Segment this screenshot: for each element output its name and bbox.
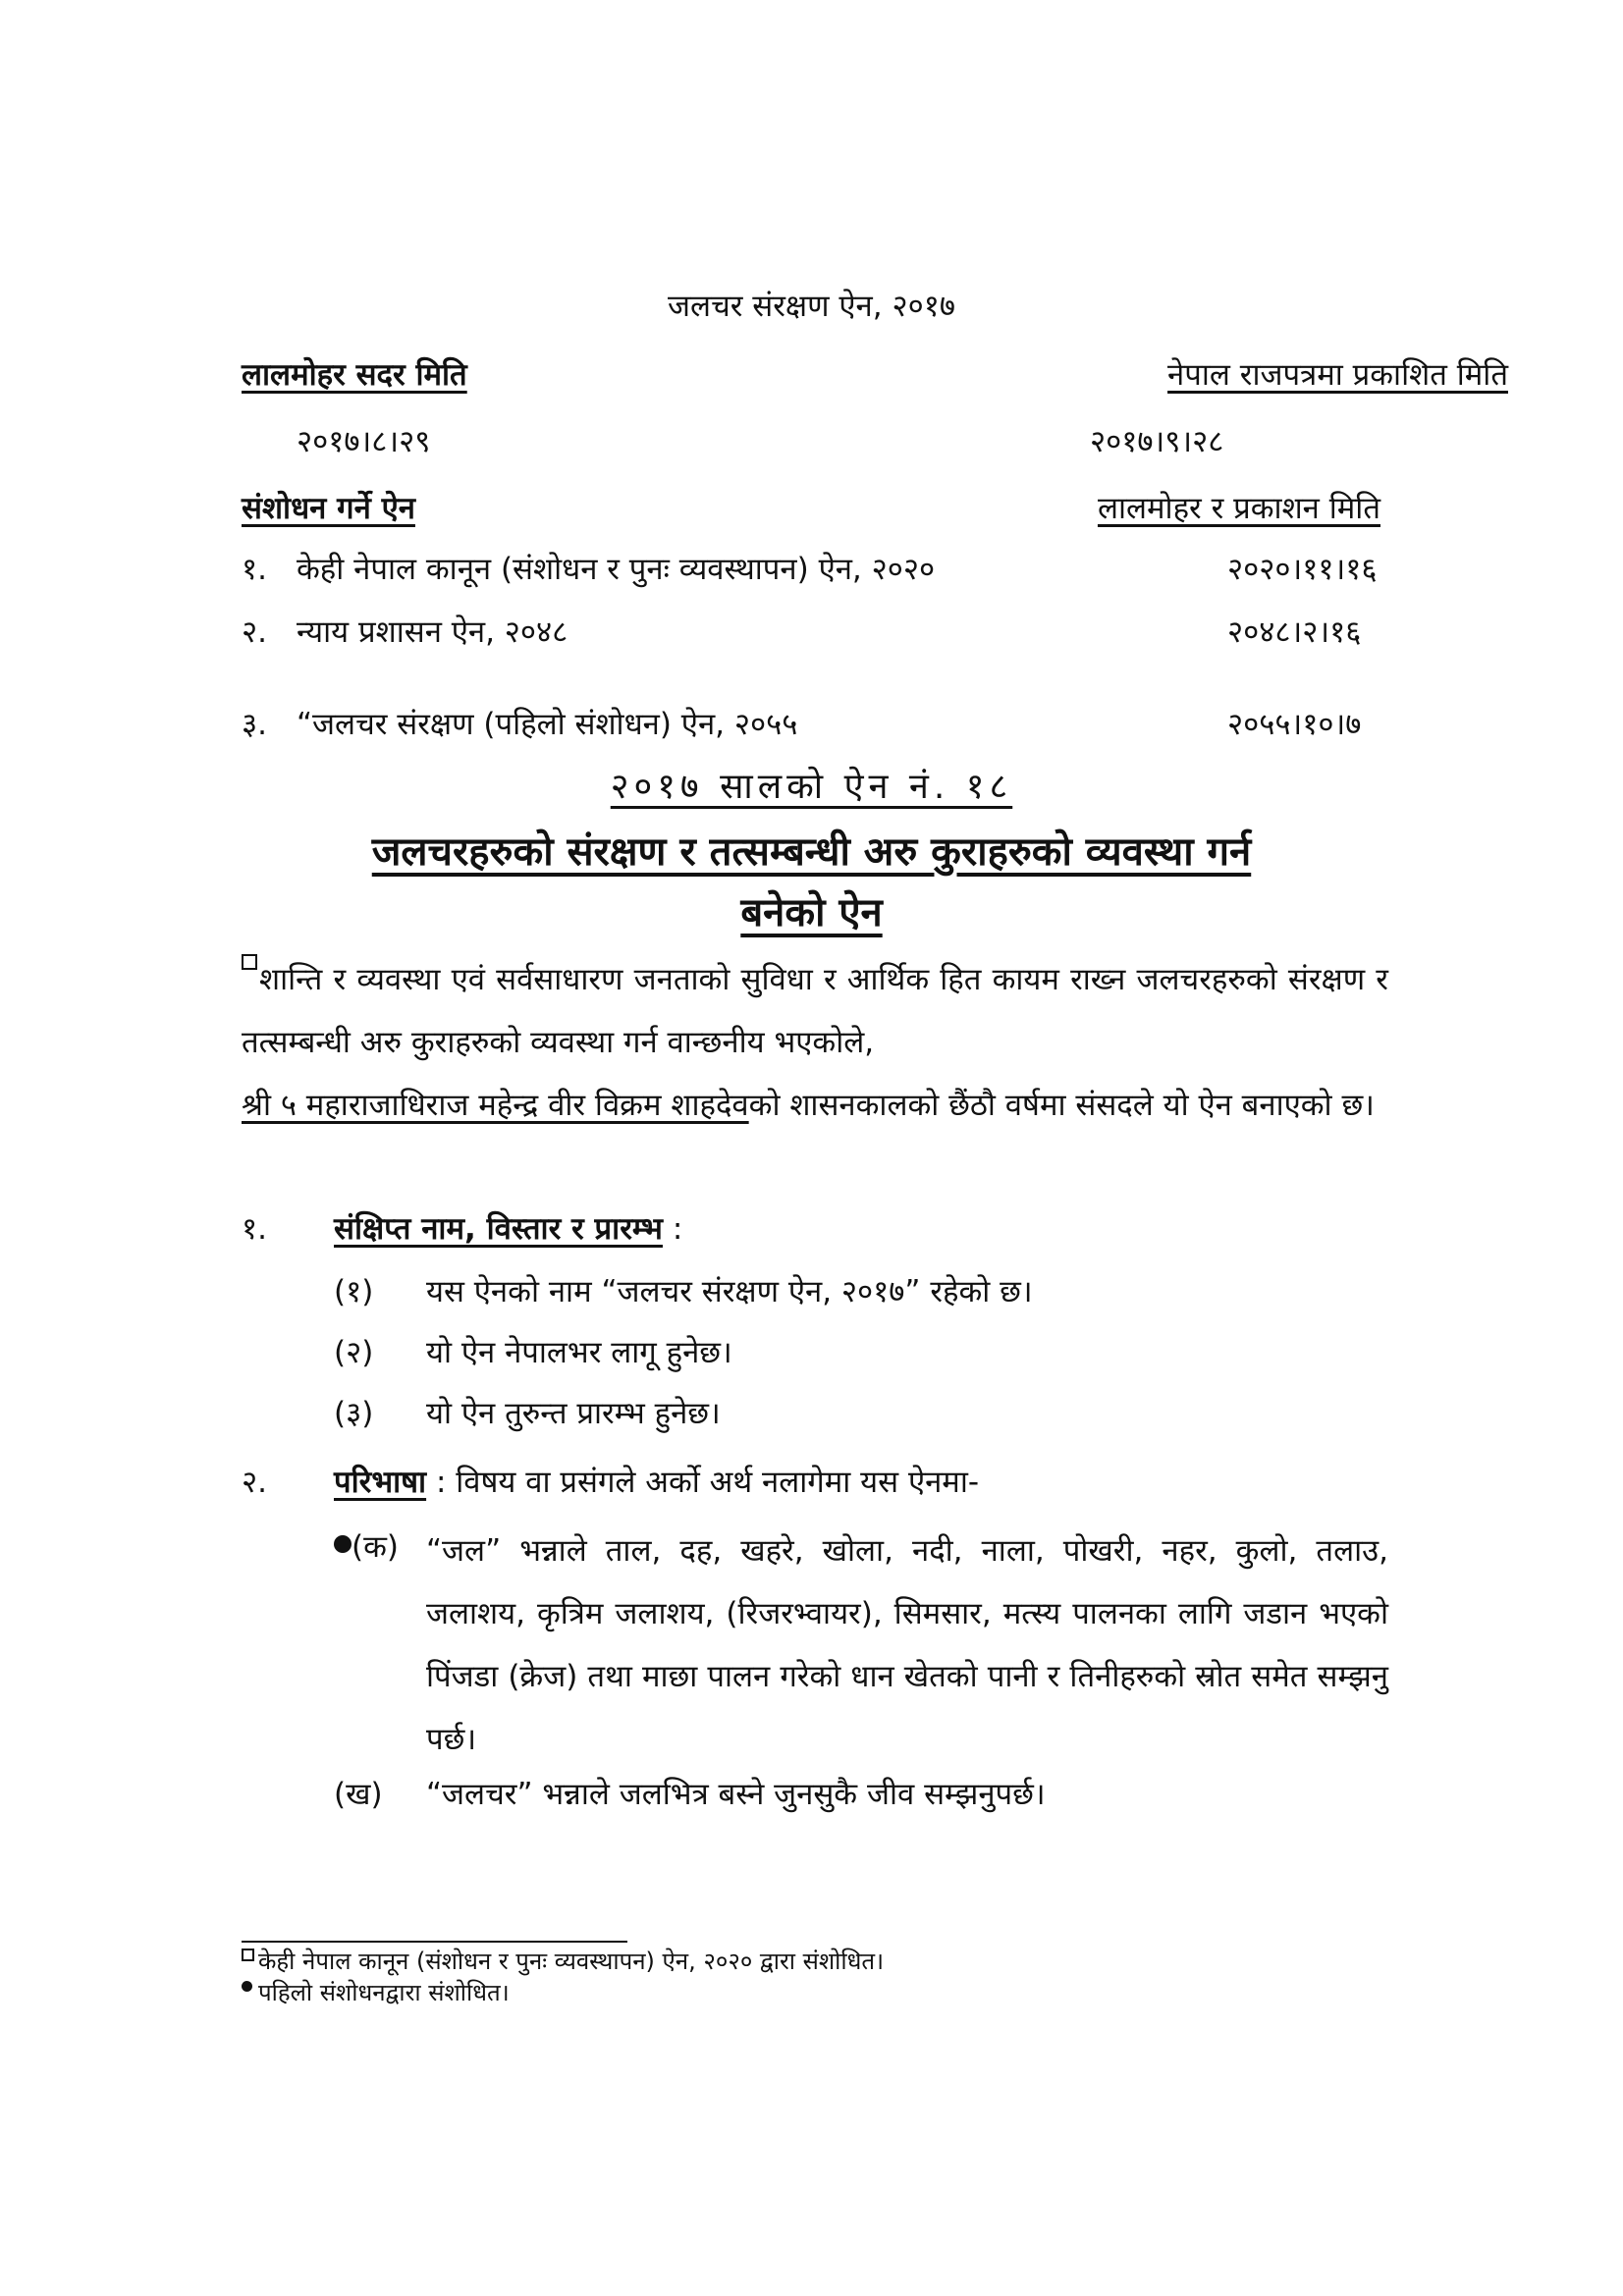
amendment-num: २.	[242, 614, 267, 650]
amendment-name: केही नेपाल कानून (संशोधन र पुनः व्यवस्थापन) ऐन, २०२०	[297, 552, 936, 587]
clause-number	[334, 1527, 399, 1567]
footnote	[242, 1946, 884, 1977]
subsection-number: (३)	[334, 1396, 374, 1431]
lalmohar-label: लालमोहर सदर मिति	[242, 357, 467, 393]
act-title: जलचर संरक्षण ऐन, २०१७	[668, 289, 955, 324]
preamble-enactment	[242, 1074, 1388, 1137]
preamble-enactment-text: को शासनकालको छैंठौ वर्षमा संसदले यो ऐन बनाएको छ।	[748, 1088, 1375, 1123]
amendment-num: ३.	[242, 707, 267, 742]
gazette-date: २०१७।९।२८	[1090, 424, 1224, 459]
section-title: संक्षिप्त नाम, विस्तार र प्रारम्भ	[334, 1211, 663, 1247]
footnote-box-icon	[242, 1949, 254, 1961]
amendment-name: “जलचर संरक्षण (पहिलो संशोधन) ऐन, २०५५	[297, 707, 798, 742]
amendments-date-label: लालमोहर र प्रकाशन मिति	[1097, 491, 1380, 526]
amendment-marker-box-icon	[242, 954, 257, 970]
clause-text: “जल” भन्नाले ताल, दह, खहरे, खोला, नदी, नाला, पोखरी, नहर, कुलो, तलाउ, जलाशय, कृत्रिम जलाशय, (रिजरभ्वायर), सिमसार, मत्स्य पालनका लागि जडान भएको पिंजडा (क्रेज) तथा माछा पालन गरेको धान खेतको पानी र तिनीहरुको स्रोत समेत सम्झनु पर्छ।	[426, 1533, 1388, 1757]
act-long-title-line1: जलचरहरुको संरक्षण र तत्सम्बन्धी अरु कुराहरुको व्यवस्था गर्न	[371, 829, 1252, 875]
subsection-number: (२)	[334, 1335, 374, 1370]
footnote-dot-icon	[242, 1981, 252, 1992]
preamble-text: शान्ति र व्यवस्था एवं सर्वसाधारण जनताको सुविधा र आर्थिक हित कायम राख्न जलचरहरुको संरक्षण र तत्सम्बन्धी अरु कुराहरुको व्यवस्था गर्न वान्छनीय भएकोले,	[242, 962, 1388, 1060]
section-number: २.	[242, 1465, 267, 1500]
clause-number: (ख)	[334, 1777, 383, 1812]
amendment-num: १.	[242, 552, 267, 587]
section-number: १.	[242, 1211, 267, 1247]
lalmohar-date: २०१७।८।२९	[297, 424, 431, 459]
section-heading	[334, 1209, 682, 1249]
section-title: परिभाषा	[334, 1465, 427, 1500]
footnote-divider	[242, 1941, 627, 1943]
amendment-date: २०४८।२।१६	[1227, 614, 1362, 650]
footnote	[242, 1977, 510, 2008]
amendment-date: २०२०।११।१६	[1227, 552, 1378, 587]
amendment-name: न्याय प्रशासन ऐन, २०४८	[297, 614, 568, 650]
section-colon: :	[662, 1211, 683, 1247]
act-number: २०१७ सालको ऐन नं. १८	[610, 767, 1013, 807]
amendments-label: संशोधन गर्ने ऐन	[242, 491, 415, 526]
preamble-paragraph	[242, 948, 1388, 1074]
subsection-text: यो ऐन नेपालभर लागू हुनेछ।	[426, 1335, 732, 1370]
amendment-marker-dot-icon	[334, 1535, 352, 1553]
section-heading	[334, 1463, 979, 1502]
subsection-text: यस ऐनको नाम “जलचर संरक्षण ऐन, २०१७” रहेको छ।	[426, 1274, 1033, 1309]
footnote-text: पहिलो संशोधनद्वारा संशोधित।	[258, 1979, 510, 2006]
amendment-date: २०५५।१०।७	[1227, 707, 1362, 742]
section-intro: : विषय वा प्रसंगले अर्को अर्थ नलागेमा यस ऐनमा-	[426, 1465, 980, 1500]
clause-text: “जलचर” भन्नाले जलभित्र बस्ने जुनसुकै जीव सम्झनुपर्छ।	[426, 1777, 1046, 1812]
gazette-label: नेपाल राजपत्रमा प्रकाशित मिति	[1167, 357, 1508, 393]
footnote-text: केही नेपाल कानून (संशोधन र पुनः व्यवस्थापन) ऐन, २०२० द्वारा संशोधित।	[258, 1948, 885, 1975]
subsection-number: (१)	[334, 1274, 374, 1309]
clause-label: (क)	[352, 1529, 399, 1565]
act-long-title-line2: बनेको ऐन	[740, 890, 883, 935]
king-name: श्री ५ महाराजाधिराज महेन्द्र वीर विक्रम शाहदेव	[242, 1088, 749, 1123]
subsection-text: यो ऐन तुरुन्त प्रारम्भ हुनेछ।	[426, 1396, 721, 1431]
